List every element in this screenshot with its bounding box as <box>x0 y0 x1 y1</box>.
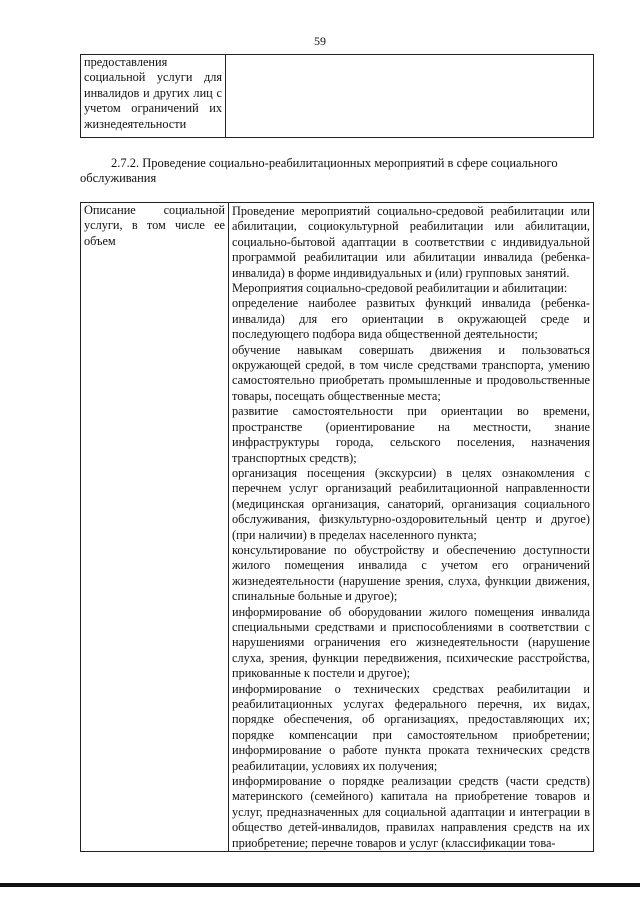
page-number: 59 <box>314 34 326 48</box>
paragraph: консультирование по обустройству и обеспечению доступности жилого помещения инвалида с учетом его ограничений жизнедеятельности (нарушение зрения, слуха, функции движения, спинальные больные и другое); <box>232 542 590 604</box>
service-description-label: Описание социальной услуги, в том числе ее объем <box>81 203 229 852</box>
section-heading: 2.7.2. Проведение социально-реабилитационных мероприятий в сфере социального обслуживания <box>80 156 558 186</box>
paragraph: информирование о порядке реализации средств (части средств) материнского (семейного) капитала на приобретение товаров и услуг, предназначенных для социальной адаптации и интеграции в общество детей-инвалидов, правилах направления средств на их приобретение; перечне товаров и услуг (классификации това- <box>232 774 590 850</box>
paragraph: Проведение мероприятий социально-средовой реабилитации или абилитации, социокультурной реабилитации или абилитации, социально-бытовой адаптации в соответствии с индивидуальной программой реабилитации или абилитации инвалида (ребенка-инвалида) в форме индивидуальных и (или) групповых занятий. <box>232 204 590 280</box>
paragraph: обучение навыкам совершать движения и пользоваться окружающей средой, в том числе средствами транспорта, умению самостоятельно приобретать промышленные и продовольственные товары, посещать общественные места; <box>232 342 590 403</box>
continuation-right-cell <box>226 55 594 138</box>
paragraph: информирование об оборудовании жилого помещения инвалида специальными средствами и приспособлениями в соответствии с нарушениями ограничения его жизнедеятельности (нарушение слуха, зрения, функции передвижения, психические расстройства, прикованные к постели и другое); <box>232 604 590 681</box>
paragraph: развитие самостоятельности при ориентации во времени, пространстве (ориентирование на местности, знание инфраструктуры города, сельского поселения, назначения транспортных средств); <box>232 404 590 465</box>
paragraph: определение наиболее развитых функций инвалида (ребенка-инвалида) для его ориентации в окружающей среде и последующего подбора вида общественной деятельности; <box>232 296 590 342</box>
paragraph: организация посещения (экскурсии) в целях ознакомления с перечнем услуг организаций реабилитационной направленности (медицинская организация, санаторий, организация социального обслуживания, физкультурно-оздоровительный центр и другое) (при наличии) в пределах населенного пункта; <box>232 465 590 542</box>
continuation-left-cell: предоставления социальной услуги для инвалидов и других лиц с учетом ограничений их жизнедеятельности <box>81 55 226 138</box>
bottom-rule <box>0 883 640 887</box>
service-description-content <box>229 203 594 852</box>
continuation-table <box>80 54 594 138</box>
service-description-table <box>80 202 594 852</box>
paragraph: Мероприятия социально-средовой реабилитации и абилитации: <box>232 281 568 296</box>
paragraph: информирование о технических средствах реабилитации и реабилитационных услугах федерального перечня, их видах, порядке обеспечения, об организациях, предоставляющих их; порядке компенсации при самостоятельном приобретении; информирование о работе пункта проката технических средств реабилитации, условиях их получения; <box>232 681 590 773</box>
